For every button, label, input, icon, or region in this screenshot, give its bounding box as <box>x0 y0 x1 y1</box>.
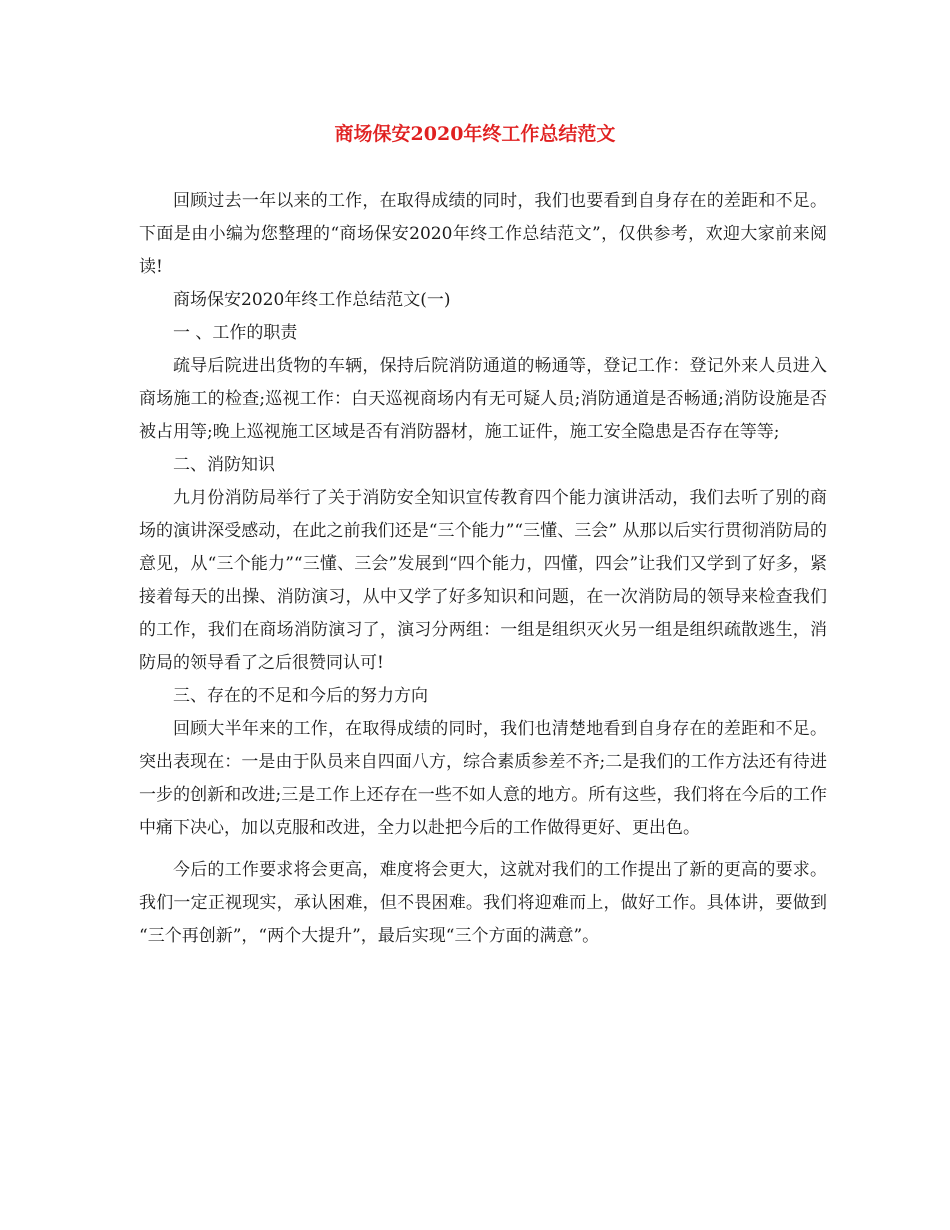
section-heading-duties: 一 、工作的职责 <box>173 323 298 343</box>
shortcomings-paragraph: 回顾大半年来的工作，在取得成绩的同时，我们也清楚地看到自身存在的差距和不足。突出表现在：一是由于队员来自四面八方，综合素质参差不齐;二是我们的工作方法还有待进一步的创新和改进;三是工作上还存在一些不如人意的地方。所有这些，我们将在今后的工作中痛下决心，加以克服和改进，全力以赴把今后的工作做得更好、更出色。 <box>139 719 827 838</box>
document-body <box>139 185 827 953</box>
duties-paragraph: 疏导后院进出货物的车辆，保持后院消防通道的畅通等，登记工作：登记外来人员进入商场施工的检查;巡视工作：白天巡视商场内有无可疑人员;消防通道是否畅通;消防设施是否被占用等;晚上巡视施工区域是否有消防器材，施工证件，施工安全隐患是否存在等等; <box>139 356 827 442</box>
section-heading-shortcomings: 三、存在的不足和今后的努力方向 <box>173 686 428 706</box>
fire-knowledge-paragraph: 九月份消防局举行了关于消防安全知识宣传教育四个能力演讲活动，我们去听了别的商场的演讲深受感动，在此之前我们还是“三个能力”“三懂、三会” 从那以后实行贯彻消防局的意见，从“三个能力”“三懂、三会”发展到“四个能力，四懂，四会”让我们又学到了好多，紧接着每天的出操、消防演习，从中又学了好多知识和问题，在一次消防局的领导来检查我们的工作，我们在商场消防演习了，演习分两组：一组是组织灭火另一组是组织疏散逃生，消防局的领导看了之后很赞同认可! <box>139 488 827 673</box>
section-heading-part-one: 商场保安2020年终工作总结范文(一) <box>173 290 451 310</box>
future-requirements-paragraph: 今后的工作要求将会更高，难度将会更大，这就对我们的工作提出了新的更高的要求。我们一定正视现实，承认困难，但不畏困难。我们将迎难而上，做好工作。具体讲，要做到“三个再创新”，“两个大提升”，最后实现“三个方面的满意”。 <box>139 860 827 946</box>
document-title: 商场保安2020年终工作总结范文 <box>334 123 616 145</box>
intro-paragraph: 回顾过去一年以来的工作，在取得成绩的同时，我们也要看到自身存在的差距和不足。下面是由小编为您整理的“商场保安2020年终工作总结范文”，仅供参考，欢迎大家前来阅读! <box>139 191 827 277</box>
section-heading-fire-knowledge: 二、消防知识 <box>173 455 275 475</box>
